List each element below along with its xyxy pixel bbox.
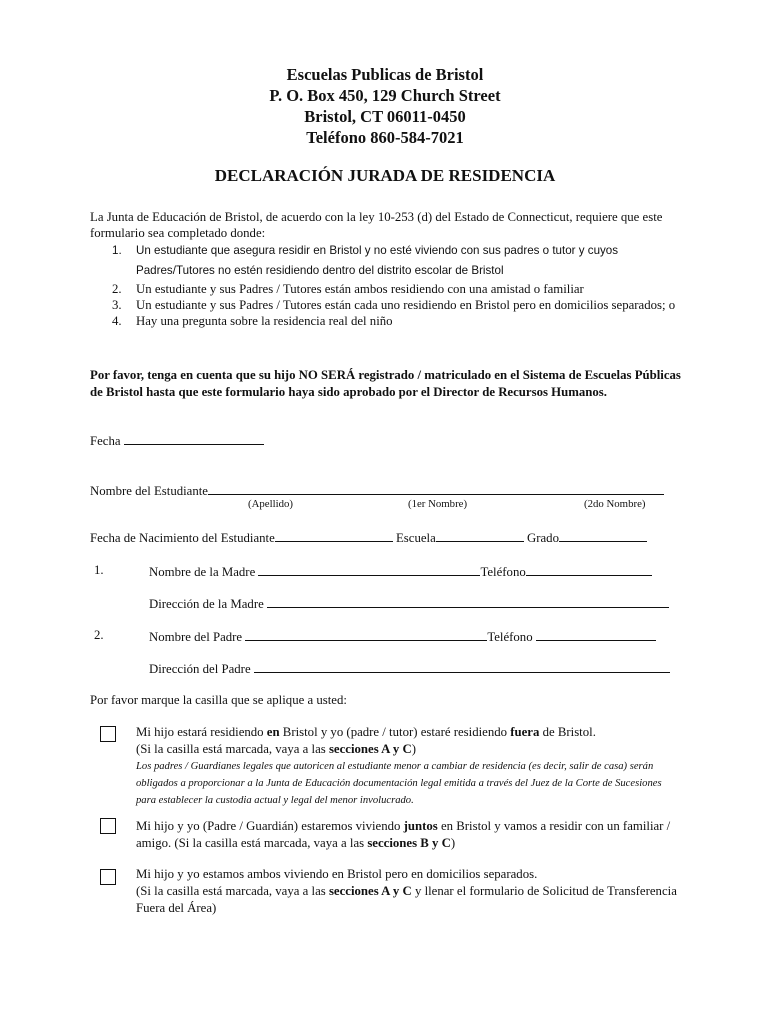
mother-address-field[interactable]	[149, 595, 669, 612]
birth-date-label: Fecha de Nacimiento del Estudiante	[90, 531, 275, 545]
school-header	[0, 64, 770, 148]
student-name-line[interactable]	[208, 482, 664, 495]
list-item: 3. Un estudiante y sus Padres / Tutores están cada uno residiendo en Bristol pero en domicilios separados; o	[112, 298, 676, 312]
date-label: Fecha	[90, 434, 121, 448]
father-address-field[interactable]	[149, 660, 670, 677]
list-item: 1. Un estudiante que asegura residir en Bristol y no esté viviendo con sus padres o tutor y cuyos Padres/Tutores no estén residiendo dentro del distrito escolar de Bristol	[112, 244, 619, 277]
father-name-field[interactable]	[149, 628, 656, 645]
school-line[interactable]	[436, 529, 524, 542]
last-name-caption: (Apellido)	[248, 498, 293, 510]
grade-label: Grado	[526, 531, 559, 545]
mother-phone-line[interactable]	[526, 563, 652, 576]
school-phone: Teléfono 860-584-7021	[306, 128, 464, 147]
option-1-note: Los padres / Guardianes legales que autoricen al estudiante menor a cambiar de residencia (es decir, salir de casa) serán obligados a proporcionar a la Junta de Educación documentación legal emitida a través del Juez de la Corte de Sucesiones para establecer la custodia actual y legal del menor involucrado.	[136, 761, 662, 806]
option-1-checkbox[interactable]	[100, 726, 116, 742]
grade-line[interactable]	[559, 529, 647, 542]
intro-paragraph: La Junta de Educación de Bristol, de acuerdo con la ley 10-253 (d) del Estado de Connecticut, requiere que este formulario sea completado donde:	[90, 210, 663, 240]
birth-date-field[interactable]	[90, 529, 647, 546]
school-address: P. O. Box 450, 129 Church Street	[269, 86, 501, 105]
option-2-checkbox[interactable]	[100, 818, 116, 834]
mother-name-label: Nombre de la Madre	[149, 565, 256, 579]
mother-name-line[interactable]	[258, 563, 480, 576]
document-title: DECLARACIÓN JURADA DE RESIDENCIA	[214, 166, 556, 185]
father-phone-line[interactable]	[536, 628, 656, 641]
date-field[interactable]	[90, 432, 264, 449]
mother-section-number: 1.	[94, 563, 104, 577]
school-label: Escuela	[395, 531, 436, 545]
registration-notice: Por favor, tenga en cuenta que su hijo NO SERÁ registrado / matriculado en el Sistema de Escuelas Públicas de Bristol hasta que este formulario haya sido aprobado por el Director de Recursos Humanos.	[90, 368, 681, 399]
mother-address-line[interactable]	[267, 595, 669, 608]
mother-name-field[interactable]	[149, 563, 652, 580]
birth-date-line[interactable]	[275, 529, 393, 542]
list-item: 2. Un estudiante y sus Padres / Tutores están ambos residiendo con una amistad o familiar	[112, 282, 584, 296]
school-city: Bristol, CT 06011-0450	[304, 107, 466, 126]
conditions-list	[90, 241, 690, 329]
second-name-caption: (2do Nombre)	[584, 498, 646, 510]
father-section-number: 2.	[94, 628, 104, 642]
mother-address-label: Dirección de la Madre	[149, 597, 264, 611]
option-2-text: Mi hijo y yo (Padre / Guardián) estaremos viviendo juntos en Bristol y vamos a residir con un familiar / amigo. (Si la casilla está marcada, vaya a las secciones B y C)	[136, 819, 671, 850]
father-phone-label: Teléfono	[487, 630, 533, 644]
father-name-line[interactable]	[245, 628, 487, 641]
date-line[interactable]	[124, 432, 264, 445]
father-address-line[interactable]	[254, 660, 670, 673]
option-1-text: Mi hijo estará residiendo en Bristol y yo (padre / tutor) estaré residiendo fuera de Bristol. (Si la casilla está marcada, vaya a las secciones A y C) Los padres / Guardianes legales que autoricen al estudiante menor a cambiar de residencia (es decir, salir de casa) serán obligados a proporcionar a la Junta de Educación documentación legal emitida a través del Juez de la Corte de Sucesiones para establecer la custodia actual y legal del menor involucrado.	[136, 724, 684, 809]
student-name-label: Nombre del Estudiante	[90, 484, 208, 498]
option-3-text: Mi hijo y yo estamos ambos viviendo en Bristol pero en domicilios separados. (Si la casilla está marcada, vaya a las secciones A y C y llenar el formulario de Solicitud de Transferencia Fuera del Área)	[136, 867, 677, 915]
list-item: 4. Hay una pregunta sobre la residencia real del niño	[112, 314, 393, 328]
checkbox-prompt: Por favor marque la casilla que se aplique a usted:	[90, 693, 347, 707]
first-name-caption: (1er Nombre)	[408, 498, 468, 510]
option-3-checkbox[interactable]	[100, 869, 116, 885]
school-name: Escuelas Publicas de Bristol	[286, 65, 484, 84]
father-address-label: Dirección del Padre	[149, 662, 251, 676]
student-name-field[interactable]	[90, 482, 664, 499]
father-name-label: Nombre del Padre	[149, 630, 243, 644]
mother-phone-label: Teléfono	[480, 565, 526, 579]
